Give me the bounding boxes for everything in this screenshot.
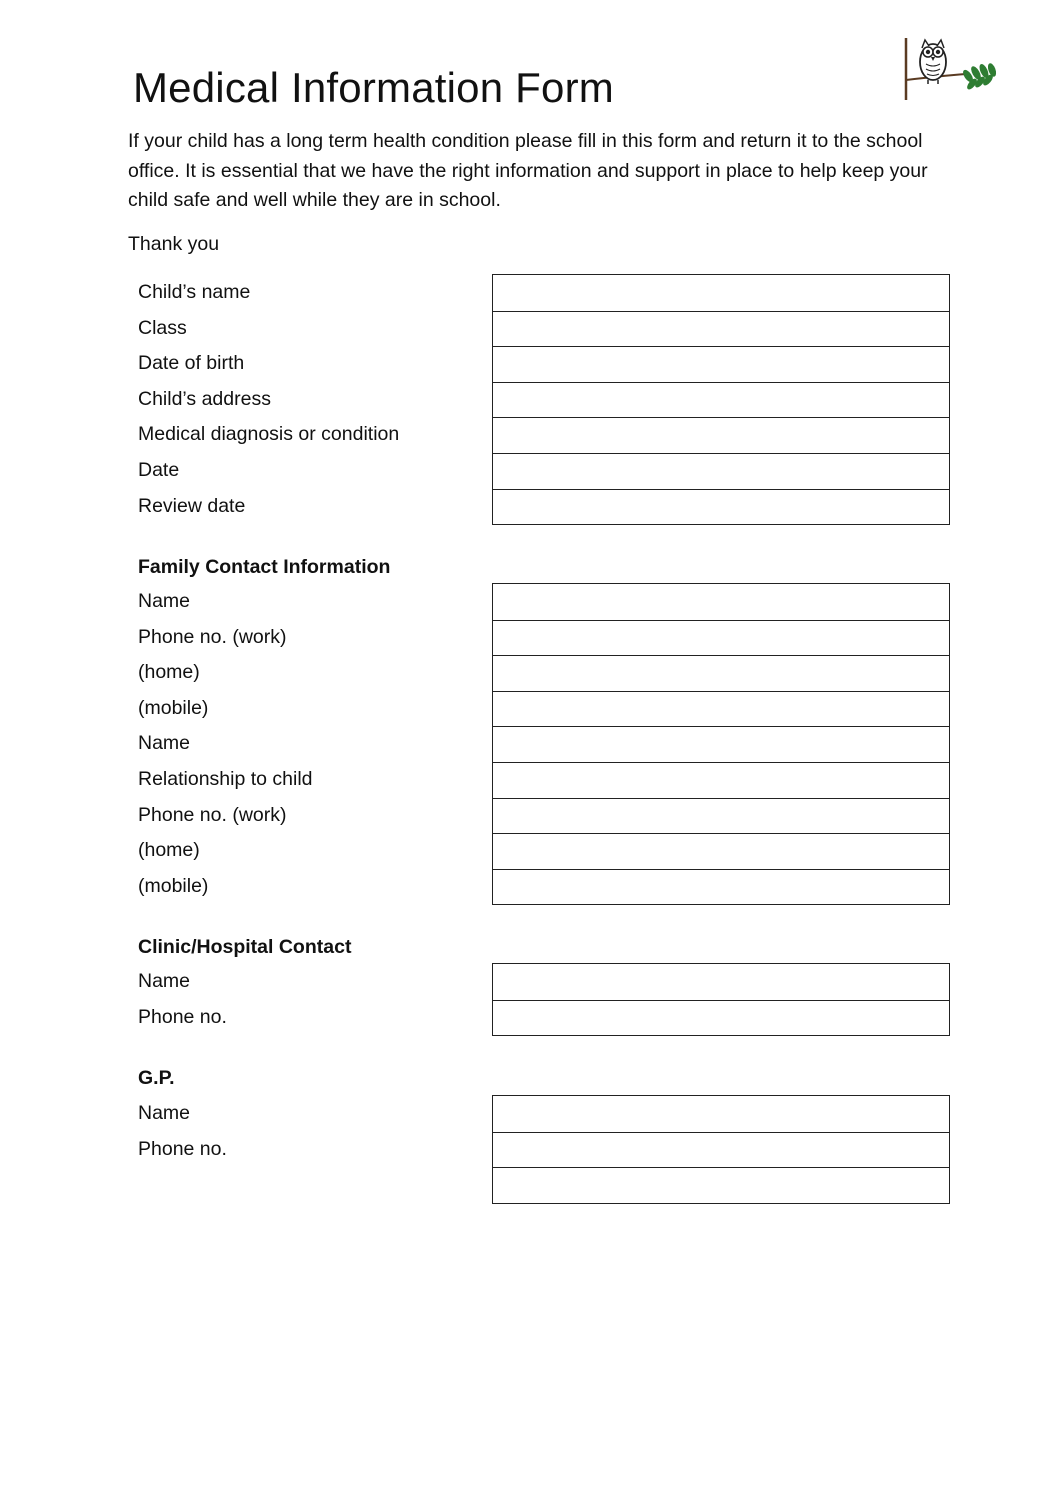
medical-condition-field[interactable] <box>493 417 949 453</box>
field-label: Name <box>138 1102 191 1124</box>
field-label: (home) <box>138 839 200 862</box>
field-label: Phone no. (work) <box>138 803 287 826</box>
field-label: Child’s address <box>138 387 271 410</box>
childs-address-field[interactable] <box>493 382 949 418</box>
contact1-name-field[interactable] <box>493 584 949 620</box>
clinic-contact-fields <box>492 963 950 1036</box>
page-title: Medical Information Form <box>133 64 614 111</box>
contact1-mobile-field[interactable] <box>493 691 949 727</box>
clinic-contact-labels <box>138 964 227 1035</box>
class-field[interactable] <box>493 311 949 347</box>
field-label: Date of birth <box>138 352 245 375</box>
child-details-fields <box>492 274 950 525</box>
contact1-work-phone-field[interactable] <box>493 620 949 656</box>
field-label: Name <box>138 590 191 612</box>
family-contact-fields <box>492 583 950 905</box>
field-label: Phone no. <box>138 1005 227 1028</box>
field-label: Name <box>138 970 191 992</box>
clinic-phone-field[interactable] <box>493 1000 949 1036</box>
gp-labels <box>138 1096 227 1167</box>
gp-phone-field[interactable] <box>493 1132 949 1168</box>
field-label: Date <box>138 458 180 481</box>
field-label: Medical diagnosis or condition <box>138 423 400 446</box>
contact2-home-phone-field[interactable] <box>493 833 949 869</box>
contact2-work-phone-field[interactable] <box>493 798 949 834</box>
contact2-name-field[interactable] <box>493 726 949 762</box>
field-label: Review date <box>138 494 246 517</box>
date-of-birth-field[interactable] <box>493 346 949 382</box>
clinic-name-field[interactable] <box>493 964 949 1000</box>
gp-fields <box>492 1095 950 1204</box>
thank-you-text: Thank you <box>128 233 220 255</box>
gp-name-field[interactable] <box>493 1096 949 1132</box>
field-label: (mobile) <box>138 874 209 897</box>
field-label: Phone no. <box>138 1137 227 1160</box>
field-label: Name <box>138 732 191 755</box>
contact2-relationship-field[interactable] <box>493 762 949 798</box>
field-label: (mobile) <box>138 696 209 719</box>
review-date-field[interactable] <box>493 489 949 525</box>
field-label: Child’s name <box>138 281 251 303</box>
date-field[interactable] <box>493 453 949 489</box>
contact1-home-phone-field[interactable] <box>493 655 949 691</box>
gp-heading: G.P. <box>138 1067 175 1089</box>
field-label: Phone no. (work) <box>138 625 287 648</box>
family-contact-heading: Family Contact Information <box>138 556 391 578</box>
clinic-contact-heading: Clinic/Hospital Contact <box>138 936 352 958</box>
intro-paragraph: If your child has a long term health condition please fill in this form and return it to the school office. It is essential that we have the right information and support in place to help keep your child safe and well while they are in school. <box>128 130 928 211</box>
childs-name-field[interactable] <box>493 275 949 311</box>
field-label: Relationship to child <box>138 767 313 790</box>
field-label: Class <box>138 316 187 339</box>
owl-on-branch-icon <box>900 32 1000 104</box>
child-details-labels <box>138 275 399 524</box>
family-contact-labels <box>138 584 313 904</box>
contact2-mobile-field[interactable] <box>493 869 949 905</box>
gp-extra-field[interactable] <box>493 1167 949 1203</box>
field-label: (home) <box>138 661 200 684</box>
